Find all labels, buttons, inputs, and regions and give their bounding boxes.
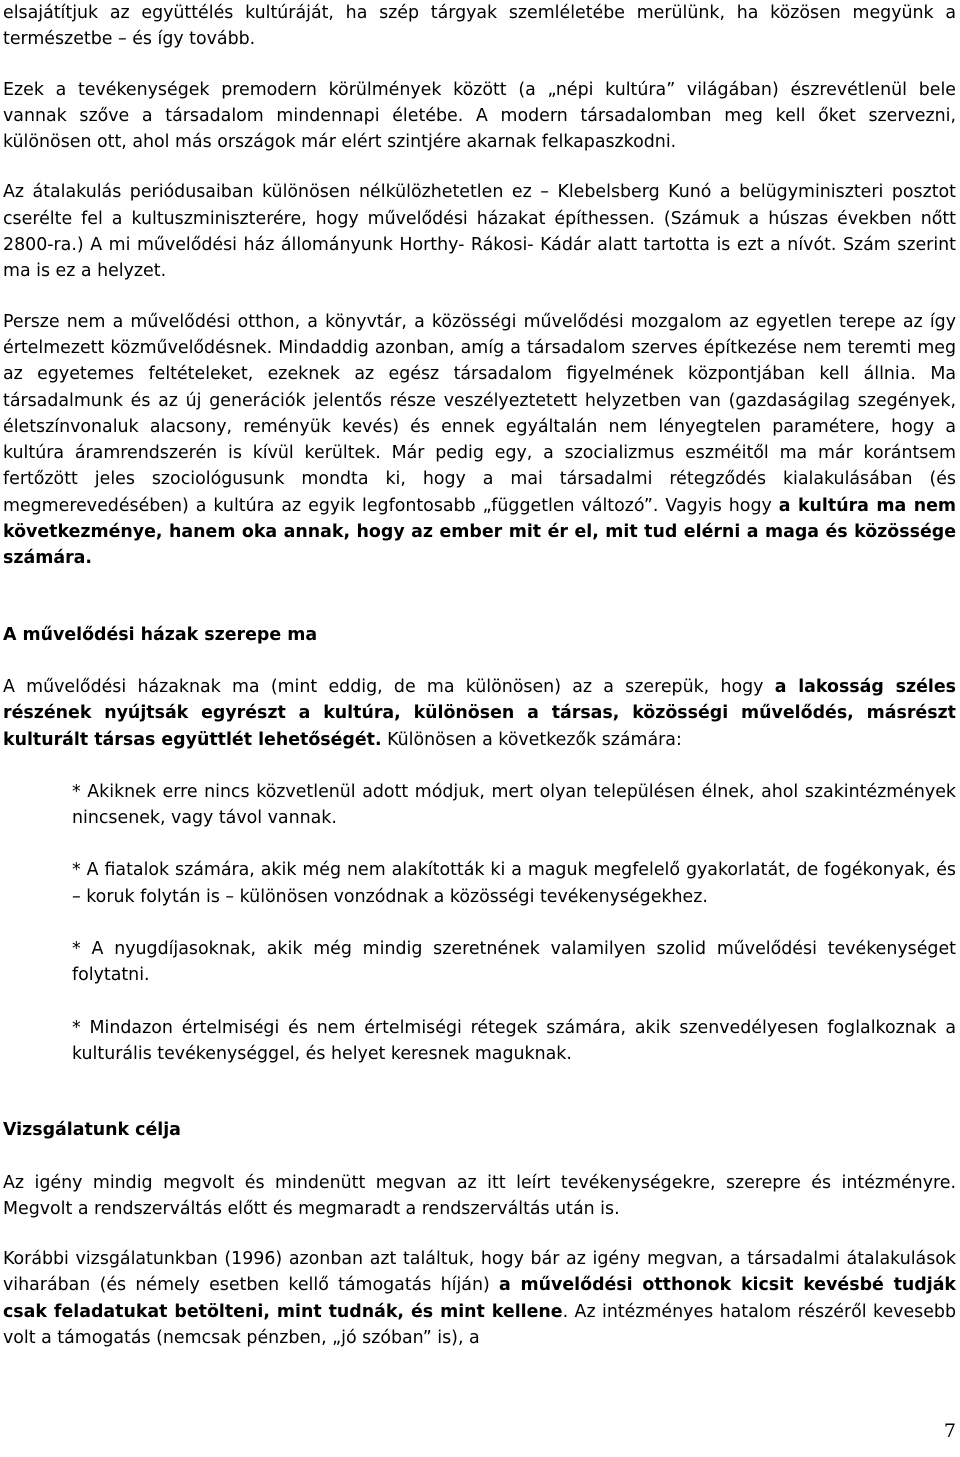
bullet-item: * Akiknek erre nincs közvetlenül adott módjuk, mert olyan településen élnek, ahol szakintézmények nincsenek, vagy távol vannak.: [72, 781, 956, 829]
paragraph-7-bold: a művelődési otthonok kicsit kevésbé tudják csak feladatukat betölteni, mint tudnák, és mint kellene: [3, 1275, 956, 1322]
page-number: 7: [943, 1420, 956, 1442]
paragraph-5-text-b: Különösen a következők számára:: [381, 729, 682, 750]
paragraph-4-text: Persze nem a művelődési otthon, a könyvtár, a közösségi művelődési mozgalom az egyetlen terepe az így értelmezett közművelődésnek. Mindaddig azonban, amíg a társadalom szerves építkezése nem teremti meg az egyetemes feltételeket, ezeknek az egész társadalom figyelmének központjában kell állnia. Ma társadalmunk és az új generációk jelentős része veszélyeztetett helyzetben van (gazdaságilag szegények, életszínvonaluk alacsony, reményük kevés) és ennek egyáltalán nem lényegtelen paramétere, hogy a kultúra áramrendszerén is kívül kerültek. Már pedig egy, a szocializmus eszméitől ma már korántsem fertőzött jeles szociológusunk mondta ki, hogy a mai társadalmi rétegződés kialakulásában (és megmerevedésében) a kultúra az egyik legfontosabb „független változó”. Vagyis hogy: [3, 311, 956, 516]
section-heading-goal: Vizsgálatunk célja: [3, 1120, 181, 1141]
paragraph-1: elsajátítjuk az együttélés kultúráját, ha szép tárgyak szemléletébe merülünk, ha közösen megyünk a természetbe – és így tovább.: [3, 3, 956, 50]
bullet-item: * Mindazon értelmiségi és nem értelmiségi rétegek számára, akik szenvedélyesen foglalkoznak a kulturális tevékenységgel, és helyet keresnek maguknak.: [72, 1017, 956, 1064]
bullet-item: * A fiatalok számára, akik még nem alakították ki a maguk megfelelő gyakorlatát, de fogékonyak, és – koruk folytán is – különösen vonzódnak a közösségi tevékenységekhez.: [72, 860, 956, 907]
section-heading-role: A művelődési házak szerepe ma: [3, 624, 318, 645]
bullet-item: * A nyugdíjasoknak, akik még mindig szeretnének valamilyen szolid művelődési tevékenységet folytatni.: [72, 939, 956, 986]
paragraph-5-text-a: A művelődési házaknak ma (mint eddig, de ma különösen) az a szerepük, hogy: [3, 676, 775, 697]
paragraph-5: [3, 674, 956, 753]
document-page: [3, 0, 956, 1375]
paragraph-4-bold: a kultúra ma nem következménye, hanem oka annak, hogy az ember mit ér el, mit tud elérni a maga és közössége számára.: [3, 495, 956, 569]
paragraph-3: Az átalakulás periódusaiban különösen nélkülözhetetlen ez – Klebelsberg Kunó a belügyminiszteri posztot cserélte fel a kultuszminiszterére, hogy művelődési házakat építhessen. (Számuk a húszas években nőtt 2800-ra.) A mi művelődési ház állományunk Horthy- Rákosi- Kádár alatt tartotta is ezt a nívót. Szám szerint ma is ez a helyzet.: [3, 182, 956, 282]
paragraph-7: [3, 1246, 956, 1351]
paragraph-7-text-a: Korábbi vizsgálatunkban (1996) azonban azt találtuk, hogy bár az igény megvan, a társadalmi átalakulások viharában (és némely esetben kellő támogatás híján): [3, 1249, 956, 1296]
paragraph-5-bold: a lakosság széles részének nyújtsák egyrészt a kultúra, különösen a társas, közösségi művelődés, másrészt kulturált társas együttlét lehetőségét.: [3, 676, 956, 750]
paragraph-7-text-b: . Az intézményes hatalom részéről kevesebb volt a támogatás (nemcsak pénzben, „jó szóban” is), a: [3, 1301, 956, 1348]
paragraph-2: Ezek a tevékenységek premodern körülmények között (a „népi kultúra” világában) észrevétlenül bele vannak szőve a társadalom mindennapi életébe. A modern társadalomban meg kell őket szervezni, különösen ott, ahol más országok már elért szintjére akarnak felkapaszkodni.: [3, 79, 956, 153]
paragraph-4: [3, 309, 956, 572]
paragraph-6: Az igény mindig megvolt és mindenütt megvan az itt leírt tevékenységekre, szerepre és intézményre. Megvolt a rendszerváltás előtt és megmaradt a rendszerváltás után is.: [3, 1172, 956, 1219]
